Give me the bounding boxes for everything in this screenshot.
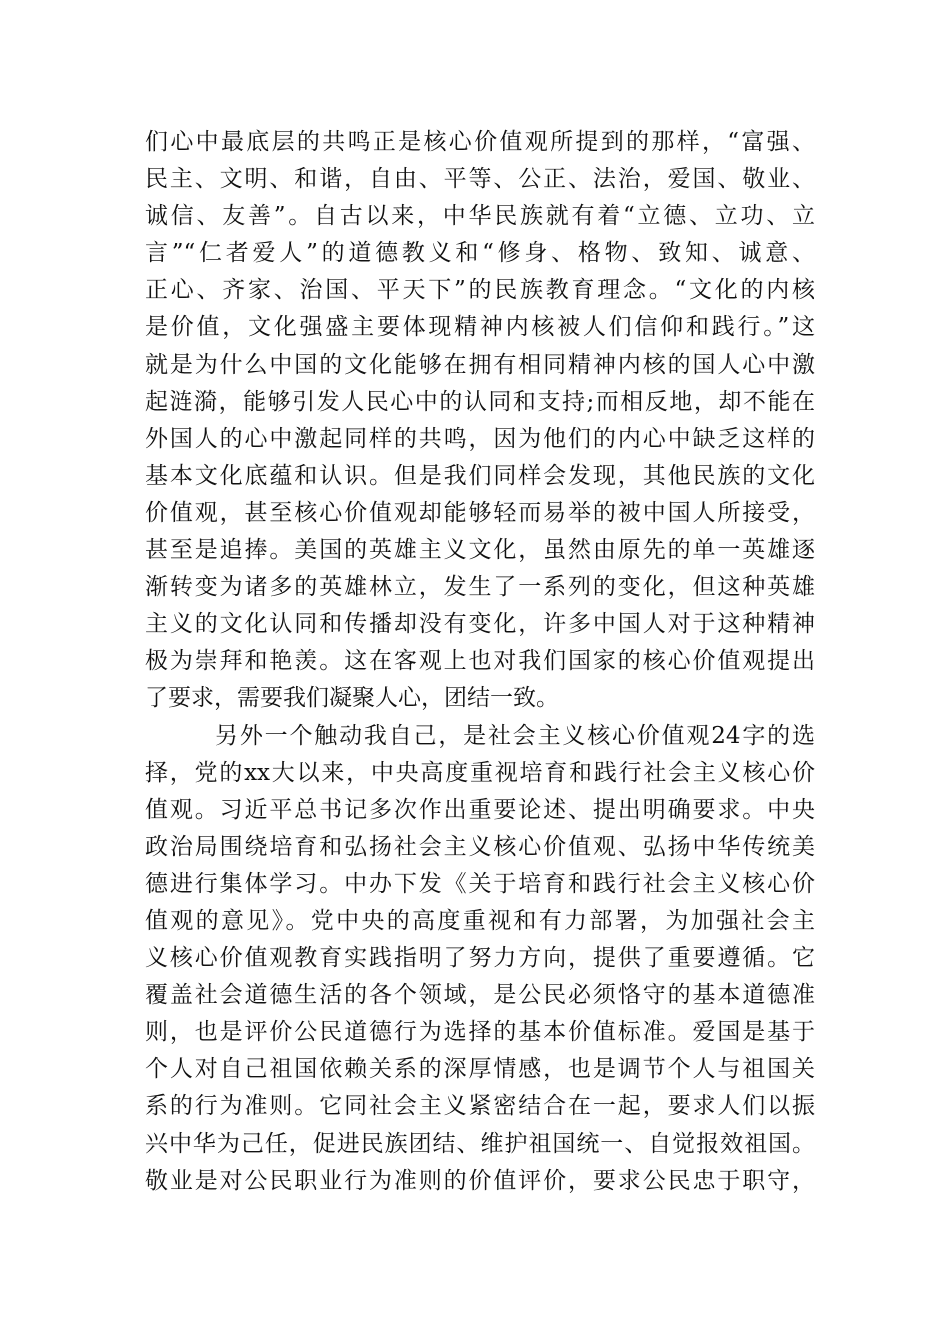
text-line: 主义的文化认同和传播却没有变化，许多中国人对于这种精神 xyxy=(145,611,815,638)
text-line: 义核心价值观教育实践指明了努力方向，提供了重要遵循。它 xyxy=(145,945,815,972)
text-line: 起涟漪，能够引发人民心中的认同和支持;而相反地，却不能在 xyxy=(145,388,815,415)
text-line: 就是为什么中国的文化能够在拥有相同精神内核的国人心中激 xyxy=(145,351,815,378)
text-line: 系的行为准则。它同社会主义紧密结合在一起，要求人们以振 xyxy=(145,1093,815,1120)
text-line: 了要求，需要我们凝聚人心，团结一致。 xyxy=(145,685,559,712)
paragraph-2 xyxy=(145,718,815,1200)
text-line: 基本文化底蕴和认识。但是我们同样会发现，其他民族的文化 xyxy=(145,462,815,489)
text-line: 德进行集体学习。中办下发《关于培育和践行社会主义核心价 xyxy=(145,870,815,897)
text-line: 渐转变为诸多的英雄林立，发生了一系列的变化，但这种英雄 xyxy=(145,574,815,601)
text-line: 覆盖社会道德生活的各个领域，是公民必须恪守的基本道德准 xyxy=(145,982,815,1009)
text-line: 们心中最底层的共鸣正是核心价值观所提到的那样，“富强、 xyxy=(145,129,815,155)
text-line: 民主、文明、和谐，自由、平等、公正、法治，爱国、敬业、 xyxy=(145,166,815,193)
paragraph-1 xyxy=(145,124,815,718)
text-line: 另外一个触动我自己，是社会主义核心价值观24字的选 xyxy=(215,722,815,749)
text-line: 是价值，文化强盛主要体现精神内核被人们信仰和践行。”这 xyxy=(145,314,815,341)
text-line: 价值观，甚至核心价值观却能够轻而易举的被中国人所接受， xyxy=(145,499,815,526)
text-line: 择，党的xx大以来，中央高度重视培育和践行社会主义核心价 xyxy=(145,759,815,786)
text-line: 兴中华为己任，促进民族团结、维护祖国统一、自觉报效祖国。 xyxy=(145,1130,815,1157)
text-line: 值观。习近平总书记多次作出重要论述、提出明确要求。中央 xyxy=(145,796,815,823)
text-line: 诚信、友善”。自古以来，中华民族就有着“立德、立功、立 xyxy=(145,203,815,230)
text-line: 则，也是评价公民道德行为选择的基本价值标准。爱国是基于 xyxy=(145,1019,815,1046)
text-line: 甚至是追捧。美国的英雄主义文化，虽然由原先的单一英雄逐 xyxy=(145,537,815,564)
text-line: 正心、齐家、治国、平天下”的民族教育理念。“文化的内核 xyxy=(145,277,815,304)
text-line: 极为崇拜和艳羡。这在客观上也对我们国家的核心价值观提出 xyxy=(145,648,815,675)
text-line: 政治局围绕培育和弘扬社会主义核心价值观、弘扬中华传统美 xyxy=(145,833,815,860)
text-line: 言”“仁者爱人”的道德教义和“修身、格物、致知、诚意、 xyxy=(145,240,815,267)
text-line: 敬业是对公民职业行为准则的价值评价，要求公民忠于职守， xyxy=(145,1167,815,1194)
text-line: 值观的意见》。党中央的高度重视和有力部署，为加强社会主 xyxy=(145,907,815,934)
text-line: 个人对自己祖国依赖关系的深厚情感，也是调节个人与祖国关 xyxy=(145,1056,815,1083)
text-line: 外国人的心中激起同样的共鸣，因为他们的内心中缺乏这样的 xyxy=(145,425,815,452)
body-text xyxy=(145,124,815,1200)
